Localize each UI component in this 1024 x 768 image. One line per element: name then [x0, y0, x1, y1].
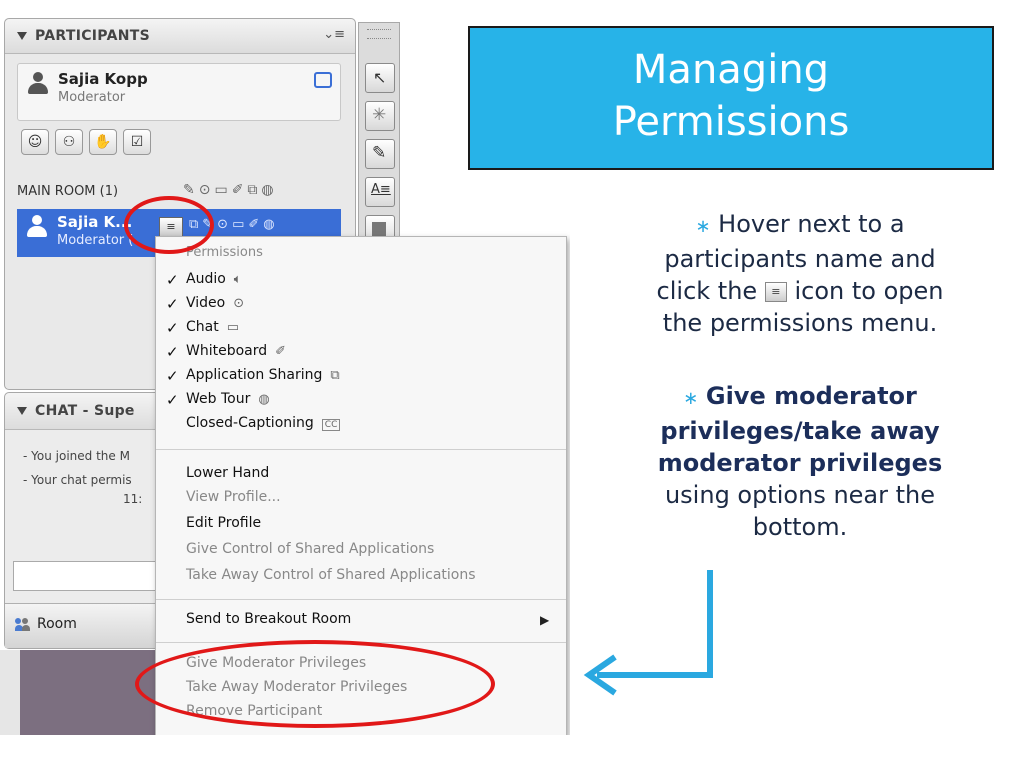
self-name: Sajia Kopp	[58, 70, 148, 88]
step-away-button[interactable]: ⚇	[55, 129, 83, 155]
panel-menu-icon[interactable]: ⌄≡	[323, 27, 345, 42]
laser-pointer-icon[interactable]: ✳	[365, 101, 395, 131]
participant-menu-icon[interactable]: ≡	[159, 217, 183, 237]
raise-hand-button[interactable]: ✋	[89, 129, 117, 155]
menu-item-view-profile[interactable]: View Profile...	[186, 489, 281, 505]
slide-title-box	[468, 26, 994, 170]
app-share-icon: ⧉	[330, 368, 340, 383]
pointer-arrow-icon	[575, 565, 725, 705]
menu-separator	[156, 449, 566, 450]
chat-message: - You joined the M	[23, 449, 130, 463]
menu-item-take-moderator[interactable]: Take Away Moderator Privileges	[186, 679, 408, 695]
asterisk-bullet-icon: ∗	[683, 388, 699, 409]
menu-item-lower-hand[interactable]: Lower Hand	[186, 465, 270, 481]
webcam-icon: ⊙	[233, 296, 245, 311]
chat-check-icon: ✓	[166, 319, 179, 337]
self-card	[17, 63, 341, 121]
chat-message: - Your chat permis	[23, 473, 132, 487]
chat-bubble-icon: ▭	[226, 320, 240, 335]
bullet-moderator-instruction: ∗ Give moderator privileges/take away moderator privileges using options near the bottom.	[657, 382, 943, 541]
menu-item-remove-participant[interactable]: Remove Participant	[186, 703, 323, 719]
chat-timestamp: 11:	[123, 492, 143, 506]
globe-icon: ◍	[258, 392, 270, 407]
menu-item-send-breakout[interactable]: Send to Breakout Room	[186, 611, 352, 627]
chat-title: CHAT - Supe	[35, 403, 135, 419]
user-avatar-icon	[27, 215, 47, 237]
menu-item-whiteboard[interactable]: Whiteboard ✐	[186, 343, 287, 359]
web-tour-check-icon: ✓	[166, 391, 179, 409]
participant-role: Moderator (	[57, 233, 134, 248]
menu-item-web-tour[interactable]: Web Tour ◍	[186, 391, 270, 407]
slide-title: Managing Permissions	[612, 47, 850, 145]
menu-item-closed-captioning[interactable]: Closed-Captioning CC	[186, 415, 340, 431]
background-strip	[0, 650, 20, 735]
self-role: Moderator	[58, 90, 126, 105]
menu-item-edit-profile[interactable]: Edit Profile	[186, 515, 262, 531]
main-room-label: MAIN ROOM (1)	[17, 184, 119, 199]
whiteboard-check-icon: ✓	[166, 343, 179, 361]
emoticon-button[interactable]: ☺	[21, 129, 49, 155]
permissions-header: Permissions	[186, 245, 263, 260]
menu-item-give-moderator[interactable]: Give Moderator Privileges	[186, 655, 367, 671]
poll-button[interactable]: ☑	[123, 129, 151, 155]
app-sharing-check-icon: ✓	[166, 367, 179, 385]
participant-name: Sajia K...	[57, 213, 133, 231]
pencil-tool-icon[interactable]: ✎	[365, 139, 395, 169]
submenu-arrow-icon: ▶	[540, 613, 550, 627]
menu-separator	[156, 599, 566, 600]
menu-item-give-control[interactable]: Give Control of Shared Applications	[186, 541, 435, 557]
highlight-oval-menu-icon	[124, 196, 214, 254]
audio-check-icon: ✓	[166, 271, 179, 289]
menu-icon: ≡	[765, 282, 787, 302]
user-avatar-icon	[28, 72, 48, 94]
select-tool-icon[interactable]: ↖	[365, 63, 395, 93]
participants-title: PARTICIPANTS	[35, 28, 150, 44]
people-icon	[15, 618, 31, 632]
menu-item-chat[interactable]: Chat ▭	[186, 319, 240, 335]
text-tool-icon[interactable]: A≡	[365, 177, 395, 207]
bullet-hover-instruction: ∗ Hover next to a participants name and click the ≡ icon to open the permissions menu.	[656, 210, 944, 337]
pencil-icon: ✐	[275, 344, 287, 359]
collapse-triangle-icon[interactable]	[17, 407, 27, 415]
grip-icon	[367, 29, 391, 39]
collapse-triangle-icon[interactable]	[17, 32, 27, 40]
menu-item-video[interactable]: Video ⊙	[186, 295, 245, 311]
room-tab[interactable]: Room	[37, 616, 77, 632]
menu-item-audio[interactable]: Audio 🔈︎	[186, 271, 242, 287]
video-check-icon: ✓	[166, 295, 179, 313]
menu-item-take-control[interactable]: Take Away Control of Shared Applications	[186, 567, 476, 583]
asterisk-bullet-icon: ∗	[695, 216, 711, 237]
chat-input[interactable]	[13, 561, 175, 591]
highlight-oval-moderator-options	[135, 640, 495, 728]
participants-header[interactable]	[5, 19, 355, 54]
speaker-icon: 🔈︎	[233, 272, 242, 287]
participant-permission-icons: ⧉✎⊙▭✐◍	[189, 217, 279, 232]
menu-item-application-sharing[interactable]: Application Sharing ⧉	[186, 367, 340, 383]
app-share-status-icon	[314, 72, 332, 88]
cc-icon: CC	[322, 419, 341, 431]
permission-icons-header: ✎⊙▭✐⧉◍	[183, 182, 278, 198]
